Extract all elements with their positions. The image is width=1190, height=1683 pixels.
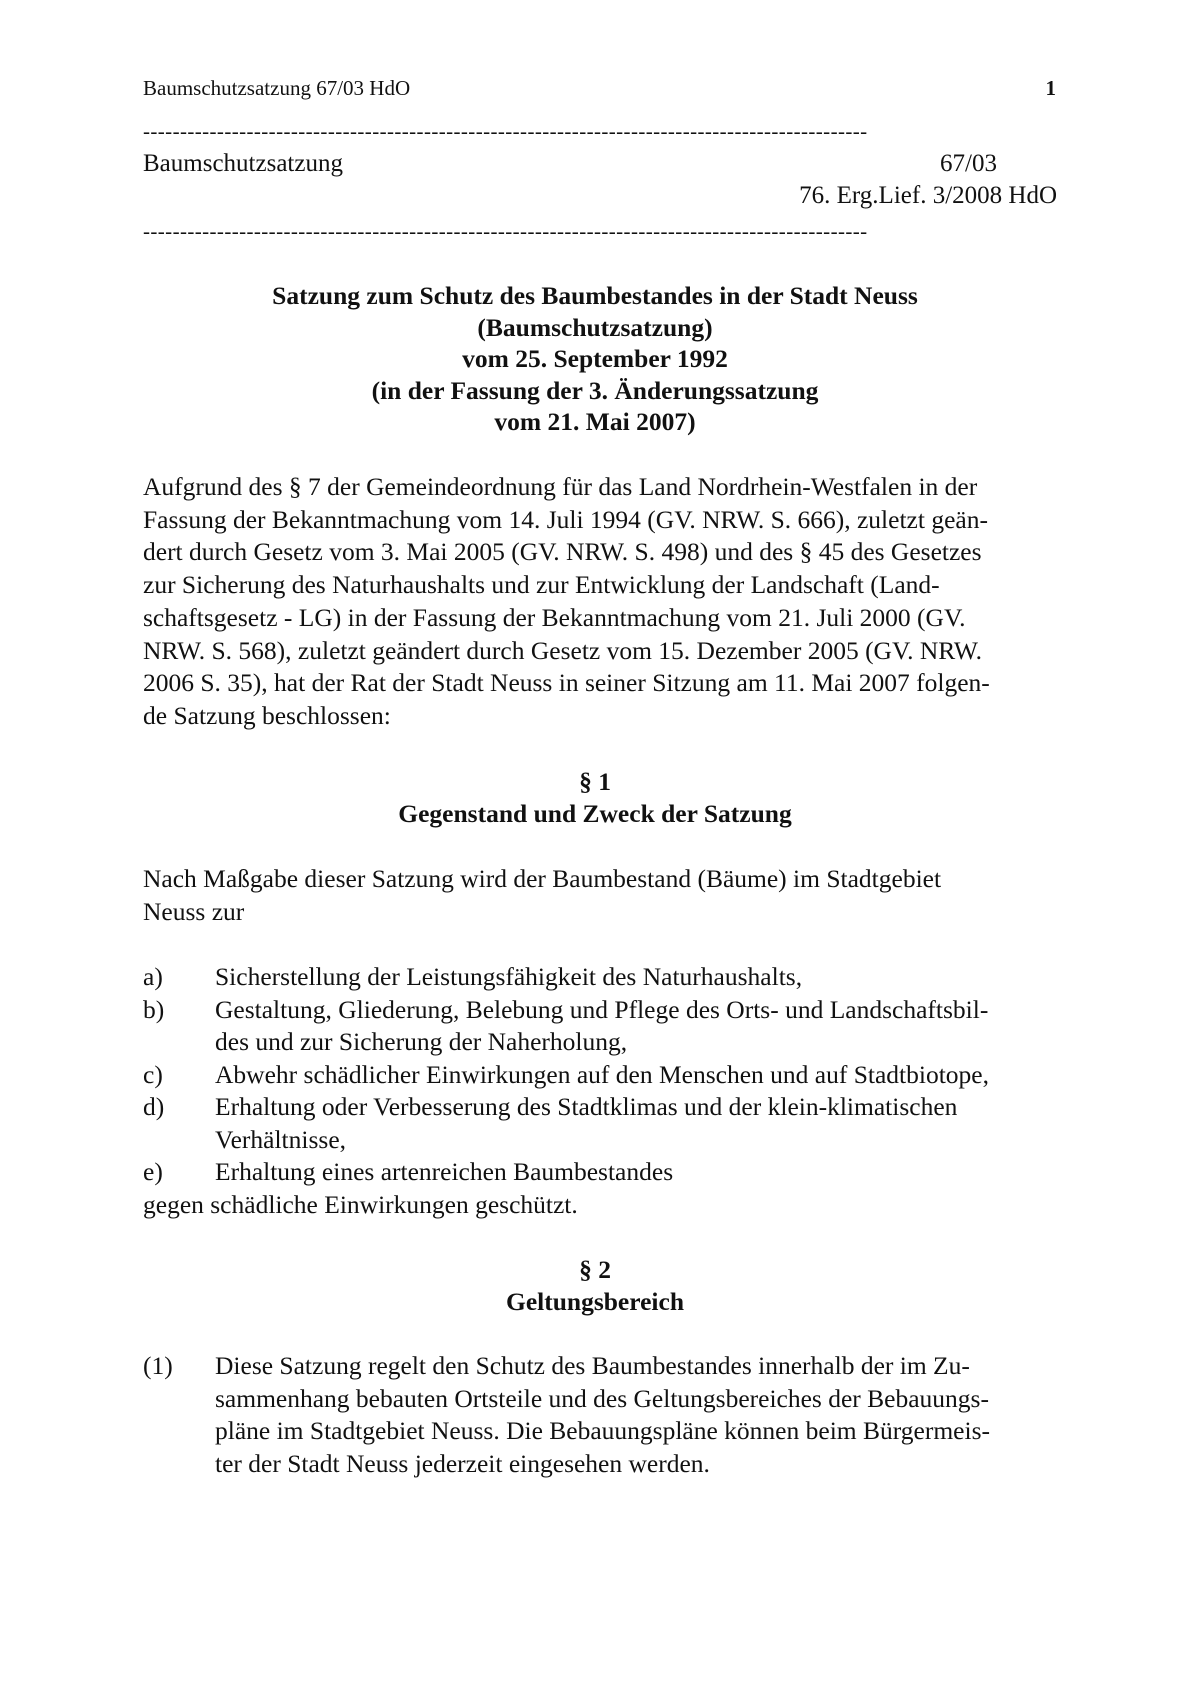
preamble-line: 2006 S. 35), hat der Rat der Stadt Neuss in seiner Sitzung am 11. Mai 2007 folgen- bbox=[143, 668, 990, 698]
intro-line: Neuss zur bbox=[143, 896, 245, 926]
supplement-info: 76. Erg.Lief. 3/2008 HdO bbox=[799, 182, 1057, 209]
running-header-title: Baumschutzsatzung 67/03 HdO bbox=[143, 76, 411, 100]
document-number: 67/03 bbox=[940, 150, 997, 177]
preamble-line: zur Sicherung des Naturhaushalts und zur Entwicklung der Landschaft (Land- bbox=[143, 570, 940, 600]
list-item bbox=[143, 1091, 989, 1156]
section-number: § 1 bbox=[579, 767, 611, 796]
list-marker: e) bbox=[143, 1157, 163, 1186]
preamble-line: de Satzung beschlossen: bbox=[143, 700, 391, 730]
list-item bbox=[143, 994, 989, 1059]
section-1-intro bbox=[143, 863, 941, 928]
section-number: § 2 bbox=[579, 1255, 611, 1284]
document-title bbox=[0, 280, 1190, 438]
list-marker: b) bbox=[143, 994, 165, 1024]
section-2-paragraphs bbox=[143, 1350, 990, 1480]
preamble-line: Fassung der Bekanntmachung vom 14. Juli 1994 (GV. NRW. S. 666), zuletzt geän- bbox=[143, 504, 988, 534]
list-item-text: Erhaltung eines artenreichen Baumbestandes bbox=[215, 1157, 674, 1186]
section-title: Geltungsbereich bbox=[505, 1287, 685, 1317]
paragraph-line: pläne im Stadtgebiet Neuss. Die Bebauungspläne können beim Bürgermeis- bbox=[215, 1416, 990, 1445]
section-2-heading bbox=[0, 1254, 1190, 1319]
section-title: Gegenstand und Zweck der Satzung bbox=[398, 799, 792, 829]
title-line: vom 21. Mai 2007) bbox=[494, 407, 696, 436]
paragraph bbox=[143, 1350, 990, 1480]
preamble-line: dert durch Gesetz vom 3. Mai 2005 (GV. NRW. S. 498) und des § 45 des Gesetzes bbox=[143, 537, 982, 567]
list-item bbox=[143, 1059, 989, 1092]
title-line: vom 25. September 1992 bbox=[462, 344, 728, 373]
paragraph-line: Diese Satzung regelt den Schutz des Baumbestandes innerhalb der im Zu- bbox=[215, 1351, 970, 1380]
paragraph-marker: (1) bbox=[143, 1351, 173, 1380]
title-line: (Baumschutzsatzung) bbox=[477, 312, 713, 342]
list-marker: d) bbox=[143, 1092, 165, 1121]
purpose-list bbox=[143, 961, 989, 1221]
list-item-text: Verhältnisse, bbox=[215, 1124, 347, 1154]
list-item-text: Sicherstellung der Leistungsfähigkeit des Naturhaushalts, bbox=[215, 962, 803, 991]
list-closing: gegen schädliche Einwirkungen geschützt. bbox=[143, 1189, 578, 1219]
list-item-text: Abwehr schädlicher Einwirkungen auf den Menschen und auf Stadtbiotope, bbox=[215, 1059, 989, 1089]
list-item-text: Erhaltung oder Verbesserung des Stadtklimas und der klein-klimatischen bbox=[215, 1092, 958, 1121]
paragraph-line: ter der Stadt Neuss jederzeit eingesehen werden. bbox=[215, 1448, 710, 1478]
list-item bbox=[143, 961, 989, 994]
list-marker: c) bbox=[143, 1059, 163, 1089]
list-item-text: des und zur Sicherung der Naherholung, bbox=[215, 1027, 628, 1056]
preamble-line: Aufgrund des § 7 der Gemeindeordnung für das Land Nordrhein-Westfalen in der bbox=[143, 472, 978, 501]
list-item-text: Gestaltung, Gliederung, Belebung und Pflege des Orts- und Landschaftsbil- bbox=[215, 994, 989, 1024]
preamble-line: schaftsgesetz - LG) in der Fassung der Bekanntmachung vom 21. Juli 2000 (GV. bbox=[143, 602, 966, 632]
document-name: Baumschutzsatzung bbox=[143, 150, 343, 177]
preamble-line: NRW. S. 568), zuletzt geändert durch Gesetz vom 15. Dezember 2005 (GV. NRW. bbox=[143, 635, 982, 665]
section-1-heading bbox=[0, 766, 1190, 831]
list-marker: a) bbox=[143, 962, 163, 991]
preamble bbox=[143, 471, 990, 733]
title-line: (in der Fassung der 3. Änderungssatzung bbox=[371, 375, 819, 405]
paragraph-line: sammenhang bebauten Ortsteile und des Geltungsbereiches der Bebauungs- bbox=[215, 1383, 989, 1413]
intro-line: Nach Maßgabe dieser Satzung wird der Baumbestand (Bäume) im Stadtgebiet bbox=[143, 864, 942, 893]
list-item bbox=[143, 1156, 989, 1189]
divider-top: -------------------------------------------------------------------------------------------------- bbox=[143, 119, 868, 143]
divider-bottom: -------------------------------------------------------------------------------------------------- bbox=[143, 219, 868, 243]
page-number: 1 bbox=[1045, 76, 1056, 100]
title-line: Satzung zum Schutz des Baumbestandes in der Stadt Neuss bbox=[272, 281, 918, 310]
